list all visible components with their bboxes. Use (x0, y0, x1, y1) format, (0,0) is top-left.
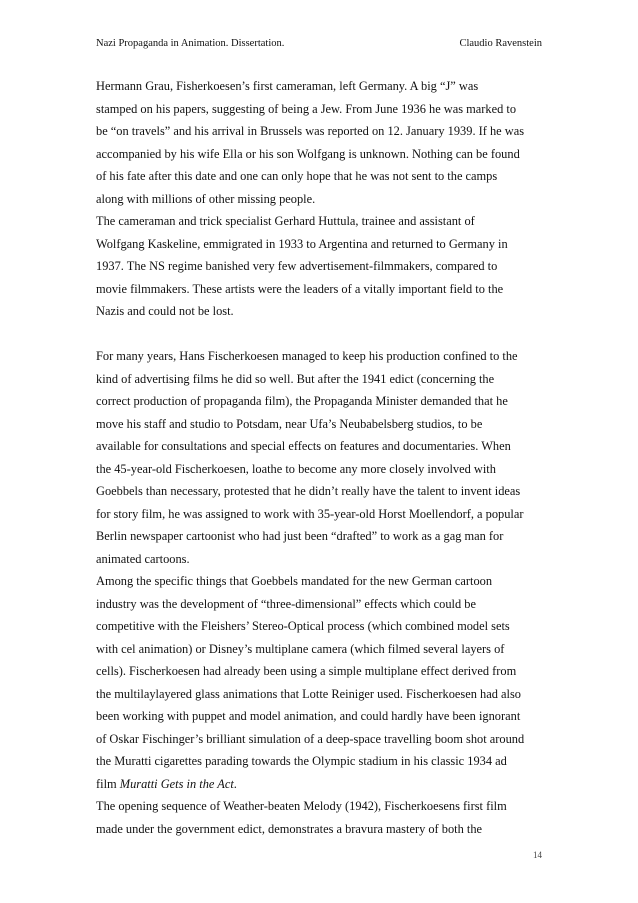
text-line: be “on travels” and his arrival in Brussels was reported on 12. January 1939. If he was (96, 124, 525, 138)
text-line: the 45-year-old Fischerkoesen, loathe to become any more closely involved with (96, 461, 496, 476)
page-number: 14 (533, 850, 542, 860)
paragraph-gerhard-huttula (96, 210, 542, 323)
text-line: For many years, Hans Fischerkoesen managed to keep his production confined to the (96, 349, 518, 363)
text-line: available for consultations and special effects on features and documentaries. When (96, 439, 511, 453)
paragraph-three-dimensional-effects (96, 570, 542, 795)
text-line: of his fate after this date and one can only hope that he was not sent to the camps (96, 169, 498, 183)
text-fragment: . (233, 776, 237, 791)
text-line: Wolfgang Kaskeline, emmigrated in 1933 to Argentina and returned to Germany in (96, 236, 508, 251)
paragraph-spacer (96, 323, 542, 346)
paragraph-weather-beaten-melody (96, 795, 542, 840)
document-body (96, 75, 542, 840)
text-line: for story film, he was assigned to work with 35-year-old Horst Moellendorf, a popular (96, 506, 524, 521)
text-line: competitive with the Fleishers’ Stereo-Optical process (which combined model sets (96, 619, 510, 633)
paragraph-hermann-grau (96, 75, 542, 210)
text-line: The opening sequence of Weather-beaten Melody (1942), Fischerkoesens first film (96, 799, 507, 813)
text-line: accompanied by his wife Ella or his son Wolfgang is unknown. Nothing can be found (96, 146, 520, 161)
film-title: Muratti Gets in the Act (119, 776, 234, 791)
text-line: with cel animation) or Disney’s multiplane camera (which filmed several layers of (96, 641, 505, 656)
header-document-title: Nazi Propaganda in Animation. Dissertation. (96, 38, 285, 49)
text-line: Berlin newspaper cartoonist who had just been “drafted” to work as a gag man for (96, 529, 504, 543)
text-fragment: film (96, 776, 120, 791)
text-line: 1937. The NS regime banished very few advertisement-filmmakers, compared to (96, 259, 498, 273)
text-line: Nazis and could not be lost. (96, 304, 234, 318)
text-line: move his staff and studio to Potsdam, near Ufa’s Neubabelsberg studios, to be (96, 416, 483, 431)
text-line-with-film-title (96, 773, 542, 796)
text-line: industry was the development of “three-dimensional” effects which could be (96, 596, 476, 611)
text-line: made under the government edict, demonstrates a bravura mastery of both the (96, 821, 483, 836)
text-line: The cameraman and trick specialist Gerhard Huttula, trainee and assistant of (96, 214, 475, 228)
text-line: kind of advertising films he did so well. But after the 1941 edict (concerning the (96, 371, 495, 386)
text-line: been working with puppet and model animation, and could hardly have been ignorant (96, 709, 521, 723)
text-line: correct production of propaganda film), the Propaganda Minister demanded that he (96, 394, 508, 408)
text-line: the Muratti cigarettes parading towards the Olympic stadium in his classic 1934 ad (96, 754, 507, 768)
text-line: the multilaylayered glass animations that Lotte Reiniger used. Fischerkoesen had also (96, 686, 521, 701)
header-author: Claudio Ravenstein (459, 38, 542, 49)
text-line: animated cartoons. (96, 551, 190, 566)
text-line: Among the specific things that Goebbels mandated for the new German cartoon (96, 574, 493, 588)
text-line: Hermann Grau, Fisherkoesen’s first cameraman, left Germany. A big “J” was (96, 79, 479, 93)
text-line: stamped on his papers, suggesting of being a Jew. From June 1936 he was marked to (96, 101, 517, 116)
text-line: movie filmmakers. These artists were the leaders of a vitally important field to the (96, 281, 504, 296)
text-line: cells). Fischerkoesen had already been using a simple multiplane effect derived from (96, 664, 517, 678)
text-line: of Oskar Fischinger’s brilliant simulation of a deep-space travelling boom shot around (96, 731, 525, 746)
paragraph-fischerkoesen-edict (96, 345, 542, 570)
text-line: Goebbels than necessary, protested that he didn’t really have the talent to invent ideas (96, 484, 521, 498)
text-line: along with millions of other missing people. (96, 191, 316, 206)
